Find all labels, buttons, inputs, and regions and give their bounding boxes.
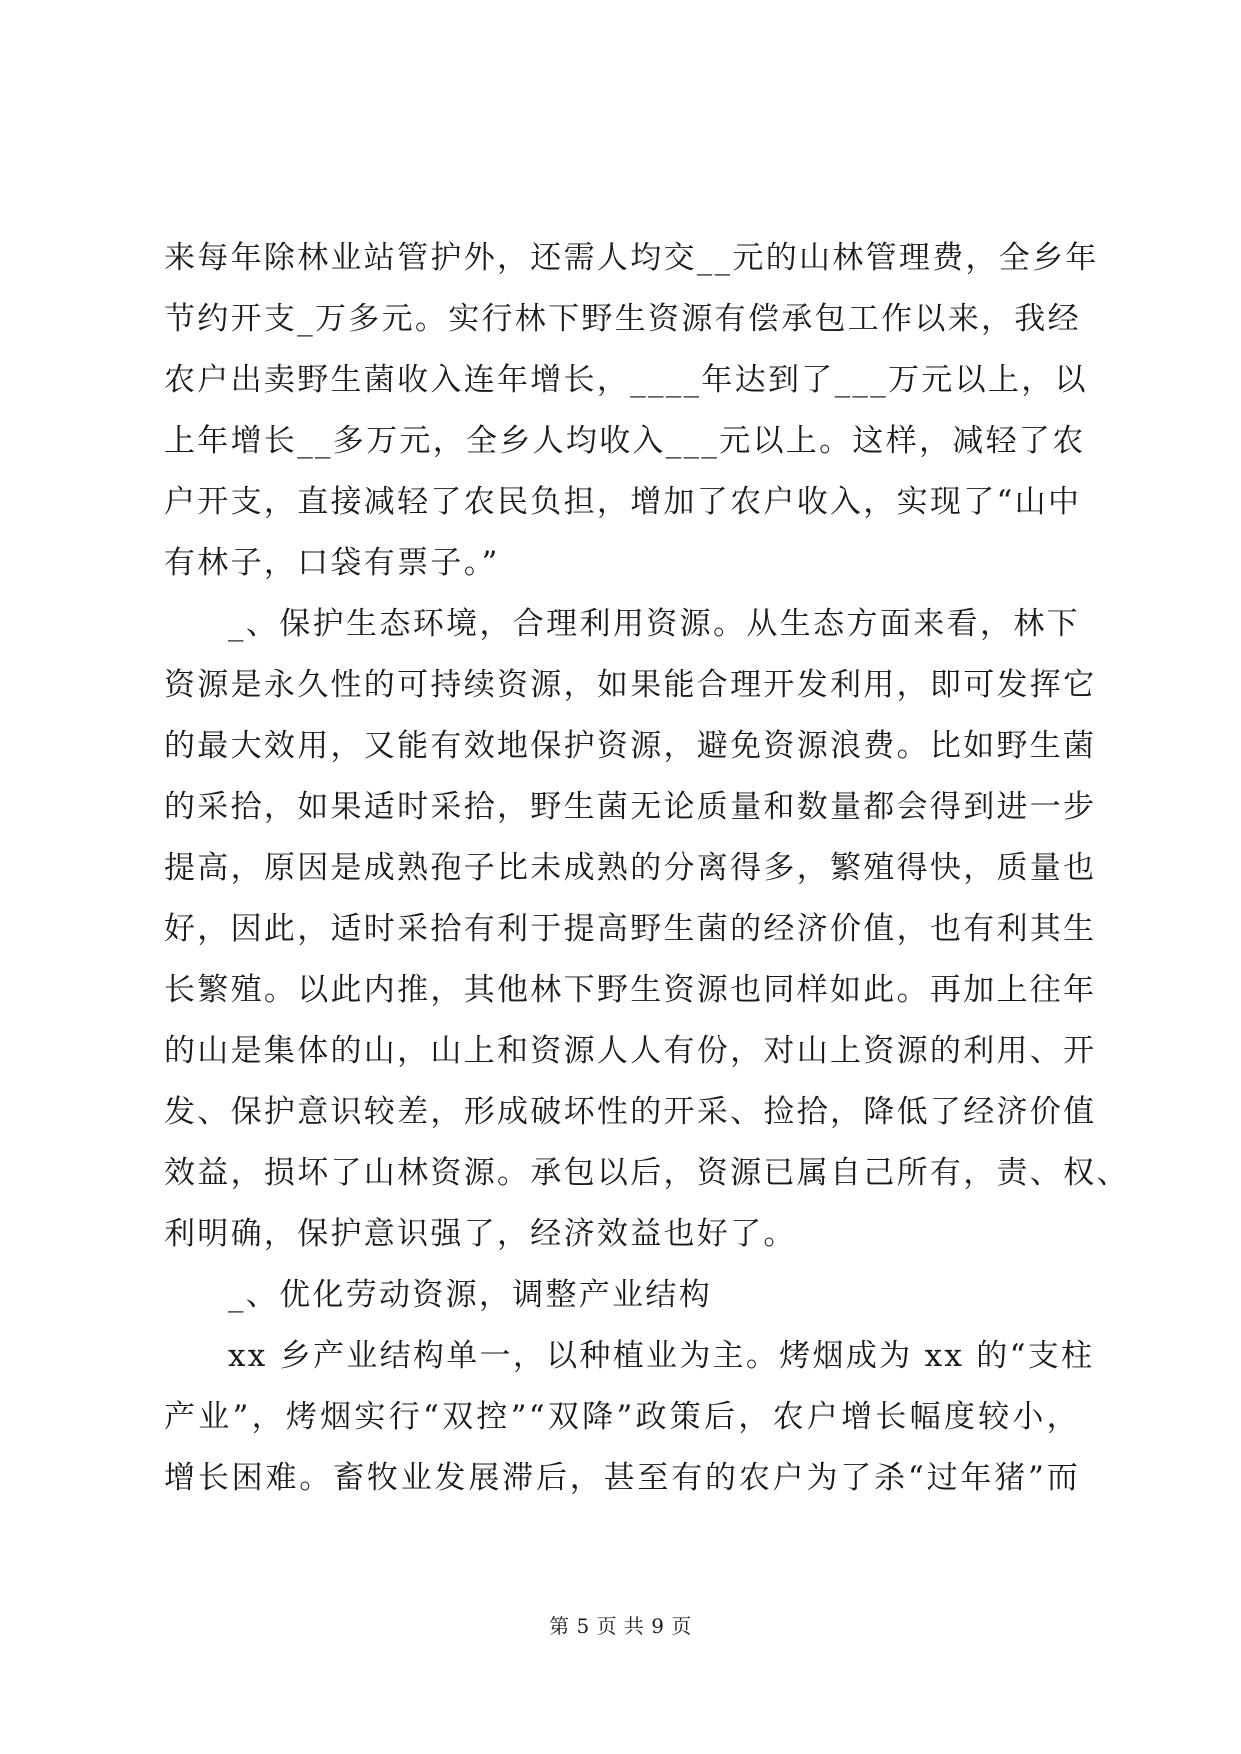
paragraph-start: xx 乡产业结构单一，以种植业为主。烤烟成为 xx 的“支柱 (228, 1338, 1095, 1374)
paragraph-start: _、保护生态环境，合理利用资源。从生态方面来看，林下 (228, 606, 1080, 642)
text-line: 户开支，直接减轻了农民负担，增加了农户收入，实现了“山中 (164, 484, 1082, 520)
text-line: 资源是永久性的可持续资源，如果能合理开发利用，即可发挥它 (164, 667, 1097, 703)
body-text (164, 228, 1130, 1509)
page-number: 第 5 页 共 9 页 (549, 1614, 692, 1638)
text-line: 农户出卖野生菌收入连年增长，____年达到了___万元以上，以 (164, 362, 1088, 398)
text-line: 产业”，烤烟实行“双控”“双降”政策后，农户增长幅度较小， (164, 1399, 1080, 1435)
text-line: 提高，原因是成熟孢子比未成熟的分离得多，繁殖得快，质量也 (164, 850, 1097, 886)
text-line: 上年增长__多万元，全乡人均收入___元以上。这样，减轻了农 (164, 423, 1086, 459)
text-line: 好，因此，适时采拾有利于提高野生菌的经济价值，也有利其生 (164, 911, 1097, 947)
text-line: 的采拾，如果适时采拾，野生菌无论质量和数量都会得到进一步 (164, 789, 1097, 825)
text-line: 效益，损坏了山林资源。承包以后，资源已属自己所有，责、权、 (164, 1155, 1130, 1191)
text-line: 的最大效用，又能有效地保护资源，避免资源浪费。比如野生菌 (164, 728, 1097, 764)
text-line: 有林子，口袋有票子。” (164, 545, 500, 581)
text-line: 节约开支_万多元。实行林下野生资源有偿承包工作以来，我经 (164, 301, 1081, 337)
section-heading: _、优化劳动资源，调整产业结构 (228, 1277, 712, 1313)
text-line: 发、保护意识较差，形成破坏性的开采、捡拾，降低了经济价值 (164, 1094, 1097, 1130)
text-line: 的山是集体的山，山上和资源人人有份，对山上资源的利用、开 (164, 1033, 1097, 1069)
text-line: 增长困难。畜牧业发展滞后，甚至有的农户为了杀“过年猪”而 (164, 1460, 1080, 1496)
text-line: 利明确，保护意识强了，经济效益也好了。 (164, 1216, 797, 1252)
text-line: 长繁殖。以此内推，其他林下野生资源也同样如此。再加上往年 (164, 972, 1097, 1008)
text-line: 来每年除林业站管护外，还需人均交__元的山林管理费，全乡年 (164, 240, 1099, 276)
